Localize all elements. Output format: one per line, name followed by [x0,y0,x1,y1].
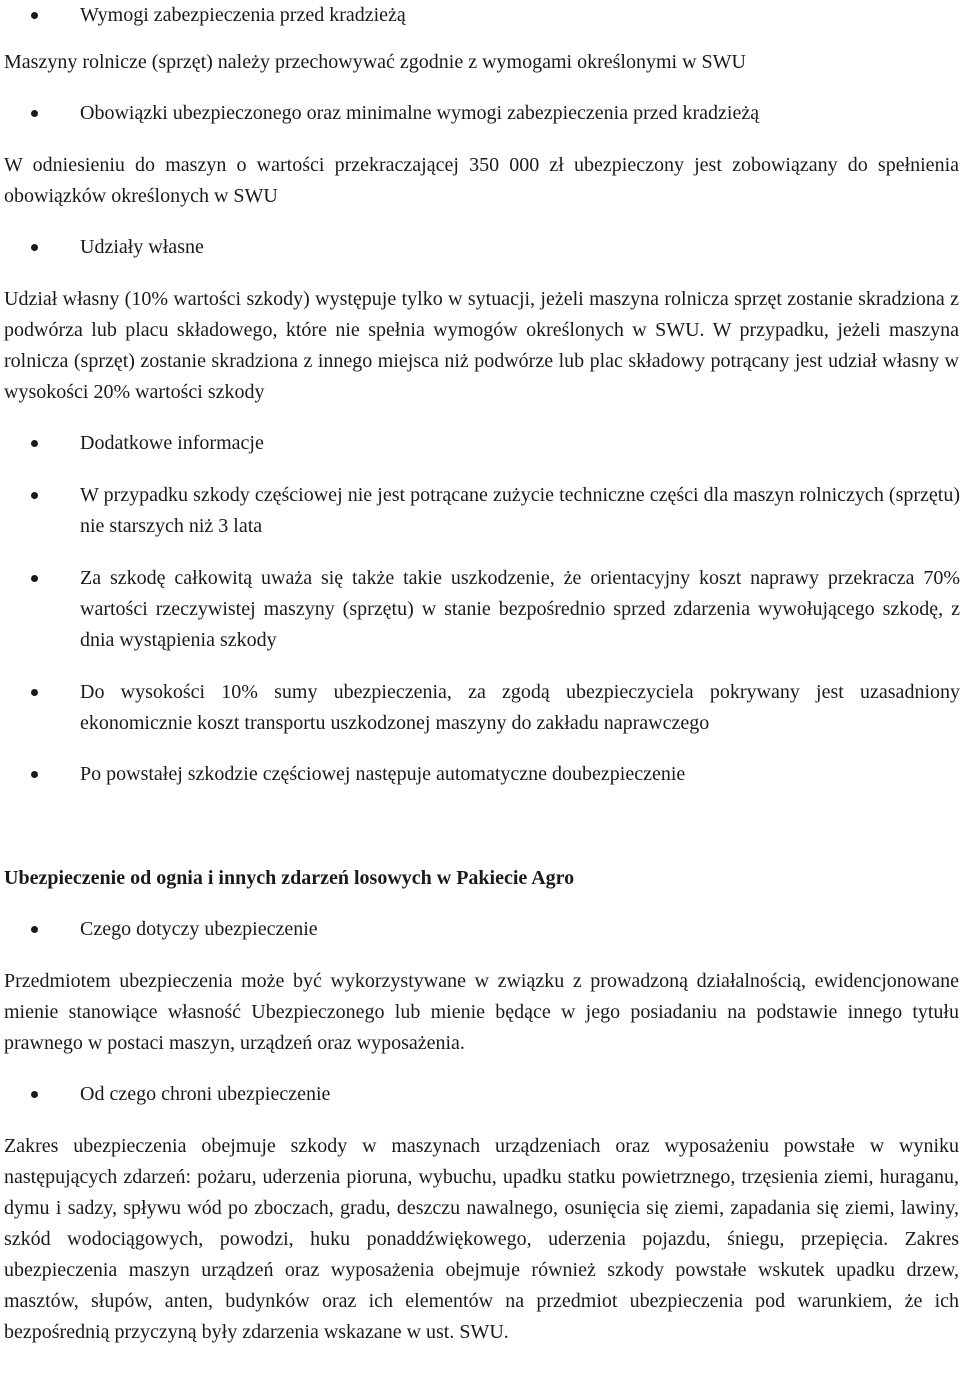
paragraph-protection-scope: Zakres ubezpieczenia obejmuje szkody w maszynach urządzeniach oraz wyposażeniu powstałe w wyniku następujących zdarzeń: pożaru, uderzenia pioruna, wybuchu, upadku statku powietrznego, trzęsienia ziemi, huraganu, dymu i sadzy, spływu wód po zboczach, gradu, deszczu nawalnego, osunięcia się ziemi, zapadania się ziemi, lawiny, szkód wodociągowych, powodzi, huku ponaddźwiękowego, uderzenia pojazdu, śniegu, przepięcia. Zakres ubezpieczenia maszyn urządzeń oraz wyposażenia obejmuje również szkody powstałe wskutek upadku drzew, masztów, słupów, anten, budynków oraz ich elementów na przedmiot ubezpieczenia pod warunkiem, że ich bezpośrednią przyczyną były zdarzenia wskazane w ust. SWU. [4,1135,959,1343]
bullet-text: Po powstałej szkodzie częściowej następuje automatyczne doubezpieczenie [80,763,686,785]
bullet-text: Obowiązki ubezpieczonego oraz minimalne wymogi zabezpieczenia przed kradzieżą [80,102,760,124]
bullet-dot-icon [31,1091,38,1098]
bullet-dot-icon [31,492,38,499]
bullet-text: Od czego chroni ubezpieczenie [80,1083,331,1105]
bullet-text: W przypadku szkody częściowej nie jest potrącane zużycie techniczne części dla maszyn rolniczych (sprzętu) nie starszych niż 3 lata [80,484,960,537]
bullet-text: Wymogi zabezpieczenia przed kradzieżą [80,4,406,26]
bullet-dot-icon [31,771,38,778]
paragraph-coverage-subject: Przedmiotem ubezpieczenia może być wykorzystywane w związku z prowadzoną działalnością, ewidencjonowane mienie stanowiące własność Ubezpieczonego lub mienie będące w jego posiadaniu na podstawie innego tytułu prawnego w postaci maszyn, urządzeń oraz wyposażenia. [4,970,959,1054]
bullet-text: Dodatkowe informacje [80,432,264,454]
paragraph-storage: Maszyny rolnicze (sprzęt) należy przechowywać zgodnie z wymogami określonymi w SWU [4,51,746,73]
bullet-dot-icon [31,926,38,933]
bullet-dot-icon [31,575,38,582]
section-heading: Ubezpieczenie od ognia i innych zdarzeń losowych w Pakiecie Agro [4,867,575,889]
bullet-dot-icon [31,244,38,251]
bullet-text: Udziały własne [80,236,204,258]
bullet-dot-icon [31,689,38,696]
paragraph-value-threshold: W odniesieniu do maszyn o wartości przekraczającej 350 000 zł ubezpieczony jest zobowiązany do spełnienia obowiązków określonych w SWU [4,154,959,207]
bullet-text: Czego dotyczy ubezpieczenie [80,918,318,940]
bullet-text: Za szkodę całkowitą uważa się także takie uszkodzenie, że orientacyjny koszt naprawy przekracza 70% wartości rzeczywistej maszyny (sprzętu) w stanie bezpośrednio sprzed zdarzenia wywołującego szkodę, z dnia wystąpienia szkody [80,567,960,651]
bullet-dot-icon [31,12,38,19]
bullet-dot-icon [31,110,38,117]
bullet-text: Do wysokości 10% sumy ubezpieczenia, za zgodą ubezpieczyciela pokrywany jest uzasadniony ekonomicznie koszt transportu uszkodzonej maszyny do zakładu naprawczego [80,681,960,734]
paragraph-deductible-details: Udział własny (10% wartości szkody) występuje tylko w sytuacji, jeżeli maszyna rolnicza sprzęt zostanie skradziona z podwórza lub placu składowego, które nie spełnia wymogów określonych w SWU. W przypadku, jeżeli maszyna rolnicza (sprzęt) zostanie skradziona z innego miejsca niż podwórze lub plac składowy potrącany jest udział własny w wysokości 20% wartości szkody [4,288,959,403]
bullet-dot-icon [31,440,38,447]
